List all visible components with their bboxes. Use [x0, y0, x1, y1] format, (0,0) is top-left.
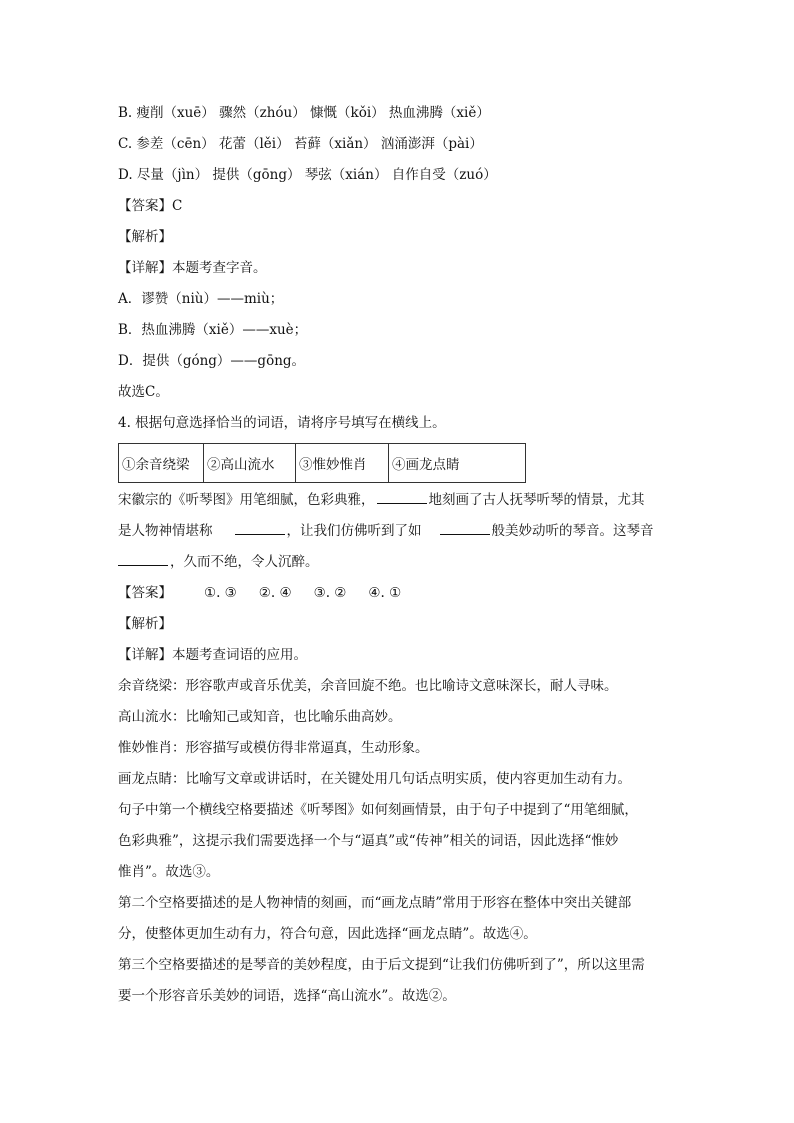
passage-text: 地刻画了古人抚琴听琴的情景，尤其 [428, 492, 645, 508]
document-body [118, 98, 678, 1012]
def-3: 惟妙惟肖：形容描写或模仿得非常逼真，生动形象。 [118, 740, 429, 756]
explain-7: 要一个形容音乐美妙的词语，选择“高山流水”。故选②。 [118, 988, 456, 1004]
answer-3: ③. ② [313, 585, 347, 601]
passage-text: 宋徽宗的《听琴图》用笔细腻，色彩典雅， [118, 492, 375, 508]
choice-1: ①余音绕梁 [119, 444, 204, 482]
option-c: C. 参差（cēn） 花蕾（lěi） 苔藓（xiǎn） 汹涌澎湃（pài） [118, 136, 483, 152]
def-1: 余音绕梁：形容歌声或音乐优美，余音回旋不绝。也比喻诗文意味深长，耐人寻味。 [118, 678, 618, 694]
passage-text: ，让我们仿佛听到了如 [286, 523, 422, 539]
passage-text: ，久而不绝，令人沉醉。 [170, 554, 319, 570]
explain-5: 分，使整体更加生动有力，符合句意，因此选择“画龙点睛”。故选④。 [118, 926, 537, 942]
q4-answer-label: 【答案】 [118, 585, 172, 601]
answer-4: ④. ① [368, 585, 402, 601]
explain-3: 惟肖”。故选③。 [118, 864, 220, 880]
q4-analysis-label: 【解析】 [118, 616, 172, 632]
option-d: D. 尽量（jìn） 提供（gōng） 琴弦（xián） 自作自受（zuó） [118, 167, 497, 183]
q3-conclusion: 故选C。 [118, 384, 169, 400]
q4-question: 4. 根据句意选择恰当的词语，请将序号填写在横线上。 [118, 415, 446, 431]
blank-4 [118, 549, 168, 566]
explain-2: 色彩典雅”，这提示我们需要选择一个与“逼真”或“传神”相关的词语，因此选择“惟妙 [118, 833, 619, 849]
passage-line-2 [118, 516, 678, 547]
q3-line-b: B．热血沸腾（xiě）——xuè； [118, 322, 308, 338]
def-4: 画龙点睛：比喻写文章或讲话时，在关键处用几句话点明实质，使内容更加生动有力。 [118, 771, 631, 787]
passage-text: 般美妙动听的琴音。这琴音 [491, 523, 654, 539]
option-b: B. 瘦削（xuē） 骤然（zhóu） 慷慨（kǒi） 热血沸腾（xiě） [118, 105, 490, 121]
q3-line-d: D．提供（góng）——gōng。 [118, 353, 306, 369]
q3-detail: 【详解】本题考查字音。 [118, 260, 267, 276]
passage-line-1 [118, 485, 678, 516]
blank-3 [440, 518, 490, 535]
q3-answer: 【答案】C [118, 198, 183, 214]
choice-2: ②高山流水 [204, 444, 296, 482]
passage-text: 是人物神情堪称 [118, 523, 213, 539]
explain-1: 句子中第一个横线空格要描述《听琴图》如何刻画情景，由于句子中提到了“用笔细腻， [118, 802, 638, 818]
explain-4: 第二个空格要描述的是人物神情的刻画，而“画龙点睛”常用于形容在整体中突出关键部 [118, 895, 632, 911]
q4-answer [118, 578, 678, 609]
q3-analysis-label: 【解析】 [118, 229, 172, 245]
choice-3: ③惟妙惟肖 [296, 444, 389, 482]
blank-1 [377, 487, 427, 504]
choice-4: ④画龙点睛 [392, 457, 460, 473]
passage-line-3 [118, 547, 678, 578]
answer-2: ②. ④ [258, 585, 292, 601]
choice-table [118, 443, 526, 483]
blank-2 [235, 518, 285, 535]
q3-line-a: A．谬赞（niù）——miù； [118, 291, 284, 307]
q4-detail: 【详解】本题考查词语的应用。 [118, 647, 307, 663]
answer-1: ①. ③ [204, 585, 237, 601]
def-2: 高山流水：比喻知己或知音，也比喻乐曲高妙。 [118, 709, 402, 725]
explain-6: 第三个空格要描述的是琴音的美妙程度，由于后文提到“让我们仿佛听到了”，所以这里需 [118, 957, 645, 973]
